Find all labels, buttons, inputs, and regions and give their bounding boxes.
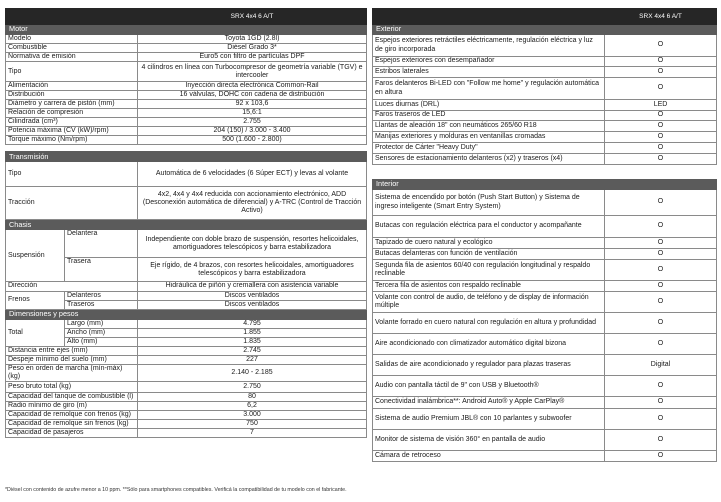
- table-row: Peso bruto total (kg) 2.750: [6, 381, 367, 392]
- table-row: Peso en orden de marcha (mín-máx) (kg) 2.140 - 2.185: [6, 364, 367, 381]
- table-row: Capacidad del tanque de combustible (l) 80: [6, 392, 367, 401]
- table-row: Potencia máxima (CV (kW)/rpm) 204 (150) / 3.000 - 3.400: [6, 127, 367, 136]
- table-row: Salidas de aire acondicionado y regulador para plazas traseras Digital: [373, 355, 717, 376]
- table-row: Tapizado de cuero natural y ecológico O: [373, 238, 717, 249]
- table-header: [373, 9, 717, 25]
- table-row: Alimentación Inyección directa electrónica Common-Rail: [6, 82, 367, 91]
- table-header: [6, 9, 367, 25]
- table-row: Butacas con regulación eléctrica para el conductor y acompañante O: [373, 216, 717, 238]
- table-row: Monitor de sistema de visión 360° en pantalla de audio O: [373, 430, 717, 451]
- table-row: Modelo Toyota 1GD (2.8l): [6, 35, 367, 44]
- table-row: Traseros Discos ventilados: [6, 300, 367, 309]
- table-row: Audio con pantalla táctil de 9" con USB y Bluetooth® O: [373, 376, 717, 397]
- table-row: Butacas delanteras con función de ventilación O: [373, 249, 717, 260]
- table-row: Volante con control de audio, de teléfono y de display de información múltiple O: [373, 292, 717, 313]
- model-header-right: SRX 4x4 6 A/T: [605, 9, 717, 25]
- table-row: Cámara de retroceso O: [373, 451, 717, 462]
- section-transmision: Transmisión: [6, 152, 367, 162]
- table-row: Diámetro y carrera de pistón (mm) 92 x 103,6: [6, 100, 367, 109]
- table-row: Tracción 4x2, 4x4 y 4x4 reducida con accionamiento electrónico, ADD (Desconexión automática de diferencial) y A-TRC (Control de Tracción Activo): [6, 187, 367, 220]
- table-row: Sensores de estacionamiento delanteros (x2) y traseros (x4) O: [373, 154, 717, 165]
- table-row: Torque máximo (Nm/rpm) 500 (1.600 - 2.800): [6, 136, 367, 145]
- section-motor: Motor: [6, 25, 367, 35]
- table-row: Relación de compresión 15,6:1: [6, 109, 367, 118]
- table-row: Cilindrada (cm³) 2.755: [6, 118, 367, 127]
- table-row: Tipo Automática de 6 velocidades (6 Súper ECT) y levas al volante: [6, 162, 367, 187]
- section-dimensiones: Dimensiones y pesos: [6, 309, 367, 319]
- table-row: Dirección Hidráulica de piñón y cremallera con asistencia variable: [6, 282, 367, 291]
- table-row: Tercera fila de asientos con respaldo reclinable O: [373, 281, 717, 292]
- table-row: Total Largo (mm) 4.795: [6, 319, 367, 328]
- table-row: Sistema de audio Premium JBL® con 10 parlantes y subwoofer O: [373, 409, 717, 430]
- table-row: Frenos Delanteros Discos ventilados: [6, 291, 367, 300]
- specs-table-left: [5, 8, 366, 438]
- left-spec-table: [5, 8, 367, 438]
- table-row: Tipo 4 cilindros en línea con Turbocompresor de geometría variable (TGV) e intercooler: [6, 62, 367, 82]
- table-row: Espejos exteriores con desempañador O: [373, 57, 717, 67]
- table-row: Suspensión Delantera Independiente con doble brazo de suspensión, resortes helicoidales, amortiguadores telescópicos y barra estabilizadora: [6, 230, 367, 258]
- table-row: Distribución 16 válvulas, DOHC con cadena de distribución: [6, 91, 367, 100]
- table-row: Faros traseros de LED O: [373, 111, 717, 121]
- table-row: Llantas de aleación 18" con neumáticos 265/60 R18 O: [373, 121, 717, 132]
- table-row: Radio mínimo de giro (m) 6,2: [6, 401, 367, 410]
- table-row: Luces diurnas (DRL) LED: [373, 100, 717, 111]
- table-row: Capacidad de pasajeros 7: [6, 429, 367, 438]
- table-row: Combustible Diésel Grado 3*: [6, 44, 367, 53]
- table-row: Ancho (mm) 1.855: [6, 328, 367, 337]
- table-row: Protector de Cárter "Heavy Duty" O: [373, 143, 717, 154]
- footnote: *Diésel con contenido de azufre menor a 10 ppm. **Sólo para smartphones compatibles. Verificá la compatibilidad de tu modelo con el fabricante.: [5, 487, 347, 493]
- table-row: Trasera Eje rígido, de 4 brazos, con resortes helicoidales, amortiguadores telescópicos y barra estabilizadora: [6, 258, 367, 282]
- table-row: Estribos laterales O: [373, 67, 717, 78]
- table-row: Capacidad de remolque sin frenos (kg) 750: [6, 420, 367, 429]
- right-spec-table: [372, 8, 717, 462]
- table-row: Aire acondicionado con climatizador automático digital bizona O: [373, 334, 717, 355]
- model-header: SRX 4x4 6 A/T: [138, 9, 367, 25]
- section-interior: Interior: [373, 180, 717, 190]
- table-row: Capacidad de remolque con frenos (kg) 3.000: [6, 411, 367, 420]
- table-row: Despeje mínimo del suelo (mm) 227: [6, 355, 367, 364]
- table-row: Sistema de encendido por botón (Push Start Button) y Sistema de ingreso inteligente (Smart Entry System) O: [373, 190, 717, 216]
- table-row: Segunda fila de asientos 60/40 con regulación longitudinal y respaldo reclinable O: [373, 260, 717, 281]
- table-row: Manijas exteriores y molduras en ventanillas cromadas O: [373, 132, 717, 143]
- table-row: Faros delanteros Bi-LED con "Follow me home" y regulación automática en altura O: [373, 78, 717, 100]
- table-row: Alto (mm) 1.835: [6, 337, 367, 346]
- table-row: Conectividad inalámbrica**: Android Auto® y Apple CarPlay® O: [373, 397, 717, 409]
- table-row: Volante forrado en cuero natural con regulación en altura y profundidad O: [373, 313, 717, 334]
- section-exterior: Exterior: [373, 25, 717, 35]
- table-row: Espejos exteriores retráctiles eléctricamente, regulación eléctrica y luz de giro incorporada O: [373, 35, 717, 57]
- table-row: Distancia entre ejes (mm) 2.745: [6, 346, 367, 355]
- table-row: Normativa de emisión Euro5 con filtro de partículas DPF: [6, 53, 367, 62]
- specs-table-right: [372, 8, 716, 462]
- section-chasis: Chasis: [6, 220, 367, 230]
